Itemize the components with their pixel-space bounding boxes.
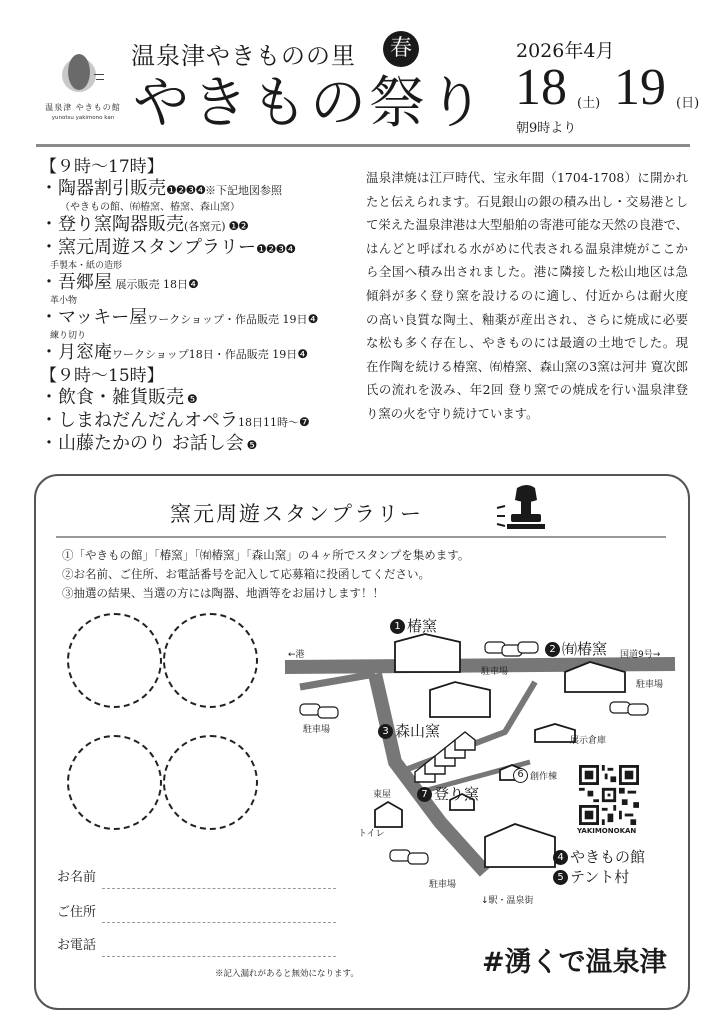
stamp-icon <box>495 482 555 532</box>
stamp-slot[interactable] <box>67 613 162 708</box>
map-label-yakimonokan: 4 やきもの館 <box>553 846 645 867</box>
event-title: やきもの祭り <box>133 71 487 136</box>
logo-name-en: yunotsu yakimono kan <box>51 115 115 121</box>
schedule-item <box>40 307 355 342</box>
map-label-to-station: ↓駅・温泉街 <box>481 896 534 906</box>
name-label: お名前 <box>57 870 97 885</box>
header-divider <box>36 144 690 147</box>
marker-1: 1 <box>390 619 405 634</box>
stamp-rally-title: 窯元周遊スタンプラリー <box>170 502 423 526</box>
marker-7: 7 <box>417 787 432 802</box>
schedule-item-note: ワークショップ・作品販売 19日 <box>147 313 308 326</box>
qr-code-icon[interactable] <box>579 765 639 825</box>
schedule-item-title: ・マッキー屋 <box>40 307 148 328</box>
map-label-parking: 駐車場 <box>303 725 331 735</box>
instruction-3: ③抽選の結果、当選の方には陶器、地酒等をお届けします！！ <box>62 586 384 600</box>
schedule-item <box>40 237 355 272</box>
marker-6: 6 <box>513 768 528 783</box>
schedule-item-note: ワークショップ18日・作品販売 19日 <box>112 348 298 361</box>
event-day-2: 19 <box>614 59 666 116</box>
schedule-item-title: ・山藤たかのり お話し会 <box>40 433 244 454</box>
map-label-moriyamagama: 3 森山窯 <box>378 720 440 741</box>
map-label-tent: 5 テント村 <box>553 866 629 887</box>
schedule-item <box>40 410 355 433</box>
location-numbers: ❺ <box>243 438 257 452</box>
instruction-2: ②お名前、ご住所、お電話番号を記入して応募箱に投函してください。 <box>62 567 430 581</box>
location-numbers: ❹ <box>188 277 198 291</box>
phone-label: お電話 <box>57 938 97 953</box>
map-label-yu-tsubakigama: 2 ㈲椿窯 <box>545 638 607 659</box>
location-numbers: ❼ <box>299 415 309 429</box>
schedule-item <box>40 342 355 365</box>
map-label-exhibit: 展示倉庫 <box>570 736 607 746</box>
stamp-rally-divider <box>56 536 666 538</box>
schedule <box>40 156 355 456</box>
schedule-item-sub: 練り切り <box>50 331 87 341</box>
schedule-item-note: 18日11時～ <box>238 416 299 429</box>
map-label-sousakuto: 6 創作棟 <box>513 768 557 783</box>
schedule-item-note: ※下記地図参照 <box>205 184 283 197</box>
stamp-slot[interactable] <box>67 735 162 830</box>
location-numbers: ❺ <box>184 392 197 406</box>
schedule-item-title: ・登り窯陶器販売 <box>40 214 184 235</box>
logo-name: 温泉津 やきもの館 <box>45 103 121 112</box>
logo-mark-icon <box>58 52 108 98</box>
map-label-parking: 駐車場 <box>429 880 457 890</box>
schedule-item-sub: 革小物 <box>50 296 78 306</box>
schedule-item-title: ・吾郷屋 <box>40 272 112 293</box>
map-label-azumaya: 東屋 <box>373 790 392 800</box>
phone-field[interactable] <box>102 956 336 957</box>
stamp-slot[interactable] <box>163 735 258 830</box>
marker-5: 5 <box>553 870 568 885</box>
map-label-tsubakigama: 1 椿窯 <box>390 615 437 636</box>
instruction-1: ①「やきもの館」「椿窯」「㈲椿窯」「森山窯」の４ヶ所でスタンプを集めます。 <box>62 548 470 562</box>
form-note: ※記入漏れがあると無効になります。 <box>215 969 359 979</box>
map-label-route9: 国道9号→ <box>620 650 661 660</box>
map-label-noborigama: 7 登り窯 <box>417 783 479 804</box>
location-numbers: ❹ <box>307 312 318 326</box>
schedule-item-sub: （やきもの館、㈲椿窯、椿窯、森山窯） <box>60 202 240 213</box>
schedule-item <box>40 214 355 237</box>
address-label: ご住所 <box>57 905 97 920</box>
hashtag: #湧くで温泉津 <box>482 947 667 978</box>
event-day-1-weekday: (土) <box>577 96 601 111</box>
stamp-rally-instructions <box>62 546 469 603</box>
map-label-parking: 駐車場 <box>481 667 509 677</box>
schedule-item <box>40 387 355 410</box>
schedule-item-note: 展示販売 18日 <box>112 278 188 291</box>
location-numbers: ❹ <box>297 347 308 361</box>
schedule-item-title: ・陶器割引販売 <box>40 178 166 199</box>
marker-2: 2 <box>545 642 560 657</box>
schedule-heading-9-17: 【９時～17時】 <box>40 157 164 177</box>
season-badge: 春 <box>383 31 419 67</box>
map-label-to-port: ←港 <box>288 650 305 660</box>
history-description: 温泉津焼は江戸時代、宝永年間（1704-1708）に開かれたと伝えられます。石見銀山の銀の積み出し・交易港として栄えた温泉津港は大型船舶の寄港可能な天然の良港で、はんどと呼ばれる水がめに代表される温泉津焼がここから全国へ積み出されました。港に隣接した松山地区は急傾斜が多く登り窯を設けるのに適し、付近からは耐火度の高い良質な陶土、釉薬が産出され、さらに焼成に必要な松も多く存在し、やきものには最適の土地でした。現在作陶を続ける椿窯、㈲椿窯、森山窯の3窯は河井 寛次郎氏の流れを汲み、年2回 登り窯での焼成を行い温泉津登り窯の火を守り続けています。 <box>366 170 688 421</box>
map-label-toilet: トイレ <box>358 829 385 839</box>
marker-3: 3 <box>378 724 393 739</box>
location-numbers: ❶❷ <box>225 219 248 233</box>
event-day-1: 18 <box>515 59 567 116</box>
schedule-heading-9-15: 【９時～15時】 <box>40 366 164 386</box>
event-subtitle: 温泉津やきものの里 <box>131 42 356 70</box>
location-numbers: ❶❷❸❹ <box>166 183 206 197</box>
map-label-parking: 駐車場 <box>636 680 664 690</box>
qr-label: YAKIMONOKAN <box>577 827 637 835</box>
start-time: 朝9時より <box>516 121 577 136</box>
address-field[interactable] <box>102 922 336 923</box>
logo <box>38 52 128 121</box>
location-numbers: ❶❷❸❹ <box>256 242 296 256</box>
schedule-item <box>40 178 355 214</box>
stamp-slot[interactable] <box>163 613 258 708</box>
schedule-item-title: ・月窓庵 <box>40 342 112 363</box>
marker-4: 4 <box>553 850 568 865</box>
schedule-item-title: ・窯元周遊スタンプラリー <box>40 237 256 258</box>
schedule-item-title: ・飲食・雑貨販売 <box>40 387 184 408</box>
schedule-item <box>40 272 355 307</box>
schedule-item-note: (各窯元) <box>184 220 226 233</box>
event-year-month: 2026年4月 <box>516 40 615 62</box>
event-day-2-weekday: (日) <box>676 96 700 111</box>
schedule-item-sub: 手製本・紙の造形 <box>50 261 123 271</box>
schedule-item-title: ・しまねだんだんオペラ <box>40 410 238 431</box>
schedule-item <box>40 433 355 456</box>
